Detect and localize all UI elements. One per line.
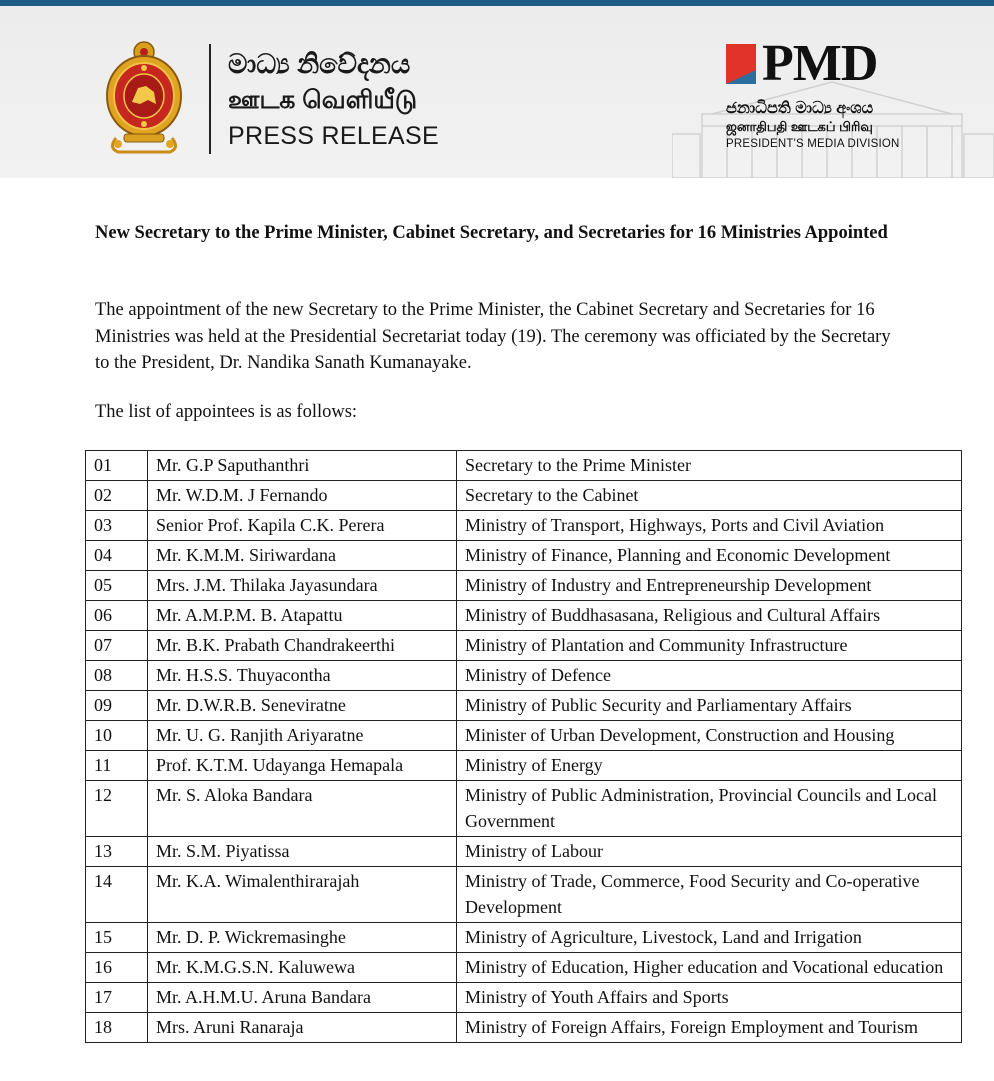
- table-row: [86, 953, 962, 983]
- row-number: 07: [86, 631, 148, 661]
- appointment-post: Ministry of Foreign Affairs, Foreign Employment and Tourism: [457, 1013, 962, 1043]
- appointee-name: Mrs. J.M. Thilaka Jayasundara: [148, 571, 457, 601]
- appointee-name: Mr. D. P. Wickremasinghe: [148, 923, 457, 953]
- row-number: 17: [86, 983, 148, 1013]
- appointee-name: Mr. A.M.P.M. B. Atapattu: [148, 601, 457, 631]
- row-number: 16: [86, 953, 148, 983]
- tamil-title: ஊடக வெளியீடு: [228, 86, 418, 114]
- appointment-post: Ministry of Trade, Commerce, Food Security and Co-operative Development: [457, 867, 962, 923]
- table-row: [86, 691, 962, 721]
- document-title: New Secretary to the Prime Minister, Cabinet Secretary, and Secretaries for 16 Ministries Appointed: [95, 223, 888, 243]
- pmd-tamil-name: ஜனாதிபதி ஊடகப் பிரிவு: [726, 119, 873, 134]
- appointees-table: [85, 450, 962, 1043]
- appointee-name: Mr. U. G. Ranjith Ariyaratne: [148, 721, 457, 751]
- table-row: [86, 781, 962, 837]
- row-number: 13: [86, 837, 148, 867]
- table-row: [86, 571, 962, 601]
- appointee-name: Mr. G.P Saputhanthri: [148, 451, 457, 481]
- appointee-name: Mr. H.S.S. Thuyacontha: [148, 661, 457, 691]
- row-number: 01: [86, 451, 148, 481]
- header-divider: [209, 44, 211, 154]
- table-row: [86, 481, 962, 511]
- appointment-post: Ministry of Defence: [457, 661, 962, 691]
- row-number: 06: [86, 601, 148, 631]
- appointment-post: Ministry of Industry and Entrepreneurship Development: [457, 571, 962, 601]
- table-row: [86, 541, 962, 571]
- appointment-post: Ministry of Youth Affairs and Sports: [457, 983, 962, 1013]
- row-number: 14: [86, 867, 148, 923]
- appointee-name: Mr. K.A. Wimalenthirarajah: [148, 867, 457, 923]
- table-row: [86, 451, 962, 481]
- table-row: [86, 601, 962, 631]
- table-row: [86, 867, 962, 923]
- appointee-name: Mr. W.D.M. J Fernando: [148, 481, 457, 511]
- appointment-post: Ministry of Agriculture, Livestock, Land and Irrigation: [457, 923, 962, 953]
- row-number: 04: [86, 541, 148, 571]
- pmd-sinhala-name: ජනාධිපති මාධ්‍ය අංශය: [726, 100, 874, 117]
- appointee-name: Mr. S. Aloka Bandara: [148, 781, 457, 837]
- appointee-name: Mr. K.M.M. Siriwardana: [148, 541, 457, 571]
- table-row: [86, 983, 962, 1013]
- row-number: 05: [86, 571, 148, 601]
- row-number: 09: [86, 691, 148, 721]
- appointee-name: Prof. K.T.M. Udayanga Hemapala: [148, 751, 457, 781]
- appointment-post: Ministry of Finance, Planning and Economic Development: [457, 541, 962, 571]
- table-row: [86, 631, 962, 661]
- appointee-name: Mrs. Aruni Ranaraja: [148, 1013, 457, 1043]
- pmd-logo-text: PMD: [762, 35, 878, 92]
- appointees-table-body: [86, 451, 962, 1043]
- appointee-name: Mr. K.M.G.S.N. Kaluwewa: [148, 953, 457, 983]
- document-paragraph: The appointment of the new Secretary to the Prime Minister, the Cabinet Secretary and Secretaries for 16 Ministries was held at the Presidential Secretariat today (19). The ceremony was officiated by the Secretary to the President, Dr. Nandika Sanath Kumanayake.: [95, 300, 891, 373]
- table-row: [86, 923, 962, 953]
- table-row: [86, 721, 962, 751]
- table-row: [86, 1013, 962, 1043]
- appointment-post: Ministry of Buddhasasana, Religious and Cultural Affairs: [457, 601, 962, 631]
- table-row: [86, 661, 962, 691]
- row-number: 12: [86, 781, 148, 837]
- row-number: 03: [86, 511, 148, 541]
- appointee-name: Mr. S.M. Piyatissa: [148, 837, 457, 867]
- table-row: [86, 511, 962, 541]
- appointment-post: Ministry of Labour: [457, 837, 962, 867]
- appointment-post: Ministry of Public Security and Parliamentary Affairs: [457, 691, 962, 721]
- table-row: [86, 837, 962, 867]
- appointee-name: Senior Prof. Kapila C.K. Perera: [148, 511, 457, 541]
- appointment-post: Ministry of Education, Higher education and Vocational education: [457, 953, 962, 983]
- press-release-titles: [228, 46, 439, 154]
- row-number: 08: [86, 661, 148, 691]
- table-row: [86, 751, 962, 781]
- row-number: 18: [86, 1013, 148, 1043]
- appointment-post: Secretary to the Cabinet: [457, 481, 962, 511]
- row-number: 10: [86, 721, 148, 751]
- appointment-post: Ministry of Energy: [457, 751, 962, 781]
- appointment-post: Minister of Urban Development, Construction and Housing: [457, 721, 962, 751]
- row-number: 15: [86, 923, 148, 953]
- appointment-post: Ministry of Plantation and Community Infrastructure: [457, 631, 962, 661]
- sri-lanka-emblem-icon: [104, 38, 184, 156]
- appointee-name: Mr. B.K. Prabath Chandrakeerthi: [148, 631, 457, 661]
- pmd-english-name: PRESIDENT'S MEDIA DIVISION: [726, 138, 900, 150]
- appointee-name: Mr. D.W.R.B. Seneviratne: [148, 691, 457, 721]
- pmd-logo-mark-icon: [726, 44, 756, 84]
- press-release-header: [0, 6, 994, 178]
- sinhala-title: මාධ්‍ය නිවේදනය: [228, 49, 411, 79]
- appointment-post: Ministry of Public Administration, Provincial Councils and Local Government: [457, 781, 962, 837]
- row-number: 02: [86, 481, 148, 511]
- appointee-name: Mr. A.H.M.U. Aruna Bandara: [148, 983, 457, 1013]
- appointment-post: Ministry of Transport, Highways, Ports and Civil Aviation: [457, 511, 962, 541]
- english-title: PRESS RELEASE: [228, 122, 439, 150]
- appointee-list-intro: The list of appointees is as follows:: [95, 402, 358, 422]
- appointment-post: Secretary to the Prime Minister: [457, 451, 962, 481]
- row-number: 11: [86, 751, 148, 781]
